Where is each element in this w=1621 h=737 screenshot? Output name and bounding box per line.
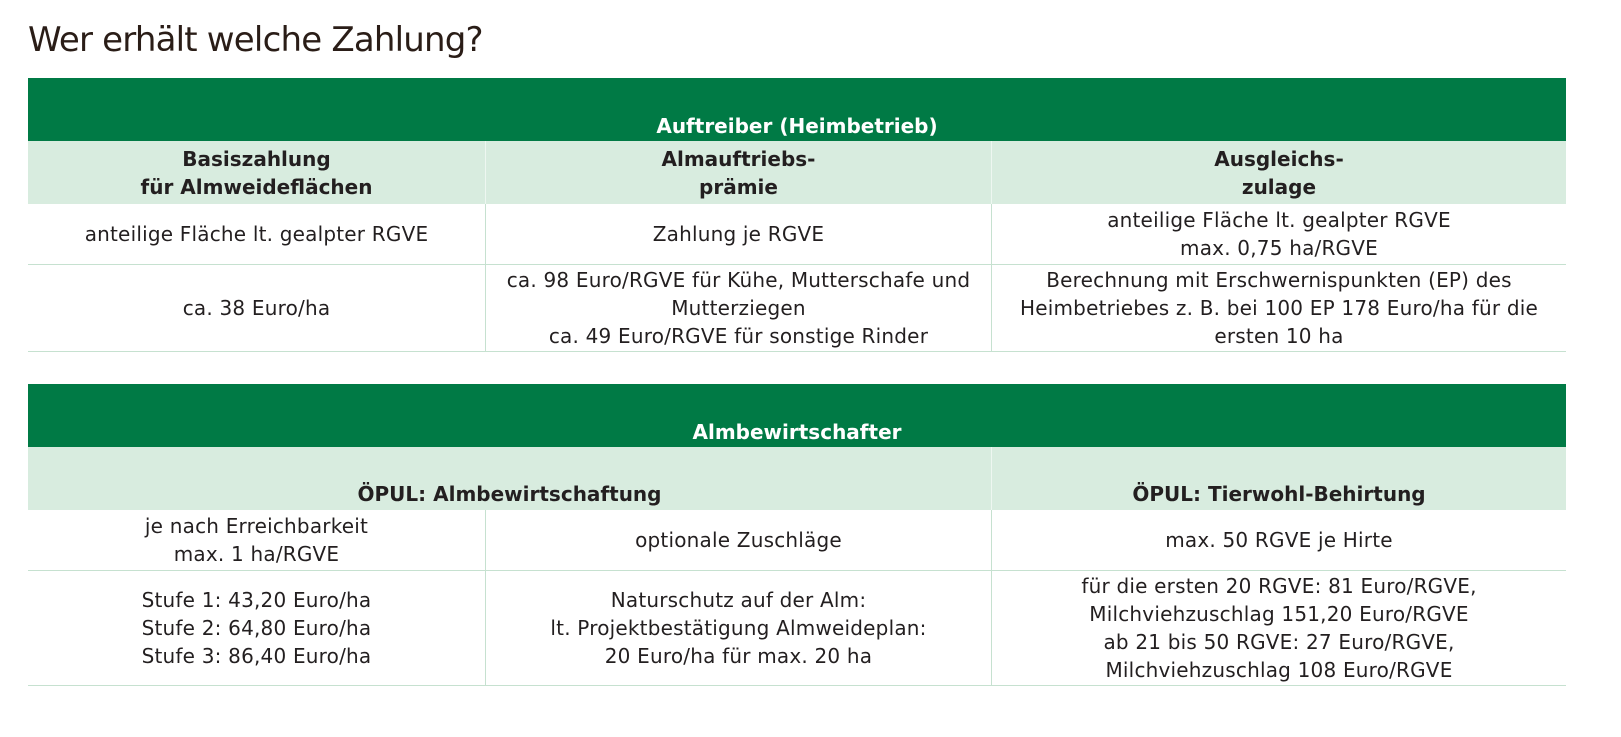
table-row (28, 204, 1566, 265)
almbewirtschafter-table (28, 384, 1566, 686)
column-header: Almauftriebs- prämie (485, 141, 991, 204)
column-header-row (28, 447, 1566, 510)
table-cell: optionale Zuschläge (485, 510, 991, 570)
table-cell: ca. 38 Euro/ha (182, 296, 331, 320)
column-header: ÖPUL: Almbewirtschaftung (357, 482, 662, 506)
column-header: ÖPUL: Tierwohl-Behirtung (991, 447, 1566, 510)
table-cell: anteilige Fläche lt. gealpter RGVE max. 0,75 ha/RGVE (991, 204, 1566, 264)
auftreiber-table (28, 78, 1566, 352)
table-row (28, 571, 1566, 686)
table-cell: anteilige Fläche lt. gealpter RGVE (84, 222, 429, 246)
table-cell: Stufe 1: 43,20 Euro/ha Stufe 2: 64,80 Euro/ha Stufe 3: 86,40 Euro/ha (141, 588, 372, 668)
column-header: Basiszahlung für Almweideflächen (140, 146, 373, 199)
page-title: Wer erhält welche Zahlung? (28, 20, 483, 60)
table-row (28, 265, 1566, 352)
table-cell: ca. 98 Euro/RGVE für Kühe, Mutterschafe und Mutterziegen ca. 49 Euro/RGVE für sonstige Rinder (485, 265, 991, 351)
table-cell: Zahlung je RGVE (485, 204, 991, 264)
table-cell: max. 50 RGVE je Hirte (991, 510, 1566, 570)
table-cell: für die ersten 20 RGVE: 81 Euro/RGVE, Milchviehzuschlag 151,20 Euro/RGVE ab 21 bis 50 RGVE: 27 Euro/RGVE, Milchviehzuschlag 108 Euro/RGVE (991, 571, 1566, 685)
table-row (28, 510, 1566, 571)
table-header: Auftreiber (Heimbetrieb) (28, 78, 1566, 141)
table-header: Almbewirtschafter (28, 384, 1566, 447)
column-header: Ausgleichs- zulage (991, 141, 1566, 204)
column-header-row (28, 141, 1566, 204)
table-cell: Naturschutz auf der Alm: lt. Projektbestätigung Almweideplan: 20 Euro/ha für max. 20 ha (485, 571, 991, 685)
table-cell: je nach Erreichbarkeit max. 1 ha/RGVE (144, 514, 369, 566)
table-cell: Berechnung mit Erschwernispunkten (EP) des Heimbetriebes z. B. bei 100 EP 178 Euro/ha für die ersten 10 ha (991, 265, 1566, 351)
